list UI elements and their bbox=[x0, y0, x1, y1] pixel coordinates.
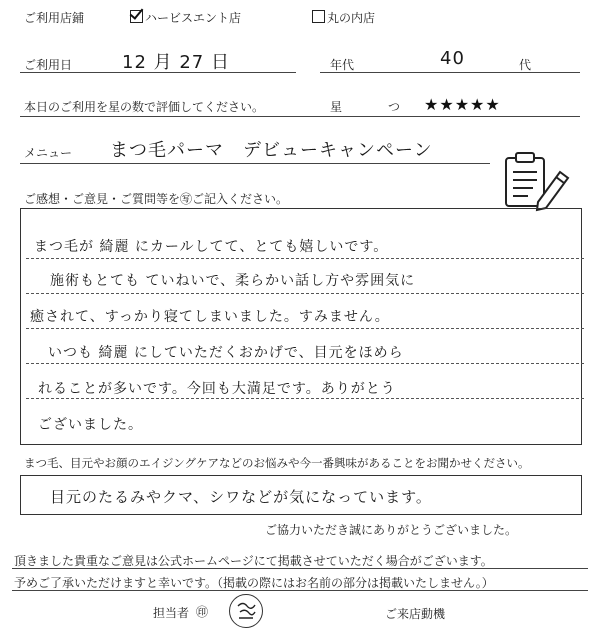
rating-count-label: つ bbox=[388, 100, 401, 114]
feedback-line-5: れることが多いです。今回も大満足です。ありがとう bbox=[38, 381, 396, 397]
notice-line-2: 予めご了承いただけますと幸いです。（掲載の際にはお名前の部分は掲載いたしません。） bbox=[14, 576, 494, 590]
notice-line-1: 頂きました貴重なご意見は公式ホームページにて掲載させていただく場合がございます。 bbox=[14, 554, 493, 568]
thanks-text: ご協力いただき誠にありがとうございました。 bbox=[265, 523, 518, 537]
age-value: 40 bbox=[440, 48, 465, 69]
age-label: 年代 bbox=[330, 58, 355, 72]
menu-value: まつ毛パーマ デビューキャンペーン bbox=[110, 140, 433, 161]
signature-icon bbox=[233, 598, 259, 624]
store-label: ご利用店鋪 bbox=[24, 11, 85, 25]
concerns-answer: 目元のたるみやクマ、シワなどが気になっています。 bbox=[50, 488, 432, 506]
store-option-harbis[interactable] bbox=[130, 9, 241, 26]
checkbox-unchecked-icon[interactable] bbox=[312, 10, 325, 23]
rating-stars: ★★★★★ bbox=[424, 95, 501, 114]
age-underline bbox=[320, 72, 580, 73]
store-option-marunouchi[interactable] bbox=[312, 9, 375, 26]
date-label: ご利用日 bbox=[24, 58, 73, 72]
rating-star-label: 星 bbox=[330, 100, 343, 114]
staff-label: 担当者 bbox=[153, 606, 190, 620]
feedback-line-4: いつも 綺麗 にしていただくおかげで、目元をほめら bbox=[48, 345, 404, 361]
date-underline bbox=[20, 72, 296, 73]
concerns-prompt: まつ毛、目元やお顔のエイジングケアなどのお悩みや今一番興味があることをお聞かせください。 bbox=[24, 456, 530, 470]
feedback-line-3: 癒されて、すっかり寝てしまいました。すみません。 bbox=[30, 309, 390, 325]
ruled-line bbox=[26, 258, 584, 259]
rating-prompt: 本日のご利用を星の数で評価してください。 bbox=[24, 100, 265, 114]
clipboard-pencil-icon bbox=[498, 150, 578, 212]
date-value: 12 月 27 日 bbox=[122, 52, 230, 73]
age-unit: 代 bbox=[519, 58, 532, 72]
checkbox-checked-icon[interactable] bbox=[130, 10, 143, 23]
menu-label: メニュー bbox=[24, 146, 73, 160]
rating-underline bbox=[20, 116, 580, 117]
store-option-label: 丸の内店 bbox=[327, 11, 376, 25]
ruled-line bbox=[26, 363, 584, 364]
feedback-line-6: ございました。 bbox=[38, 417, 143, 433]
feedback-line-2: 施術もとても ていねいで、柔らかい話し方や雰囲気に bbox=[50, 273, 416, 289]
notice-underline-1 bbox=[12, 568, 588, 569]
staff-seal-mark: ㊞ bbox=[196, 605, 209, 619]
ruled-line bbox=[26, 328, 584, 329]
menu-underline bbox=[20, 163, 490, 164]
store-option-label: ハービスエント店 bbox=[145, 11, 242, 25]
feedback-line-1: まつ毛が 綺麗 にカールしてて、とても嬉しいです。 bbox=[34, 239, 389, 255]
feedback-prompt: ご感想・ご意見・ご質問等を㊢ご記入ください。 bbox=[24, 192, 289, 206]
staff-signature-seal bbox=[229, 594, 263, 628]
notice-underline-2 bbox=[12, 590, 588, 591]
ruled-line bbox=[26, 293, 584, 294]
ruled-line bbox=[26, 398, 584, 399]
visit-reason-label: ご来店動機 bbox=[385, 607, 446, 621]
